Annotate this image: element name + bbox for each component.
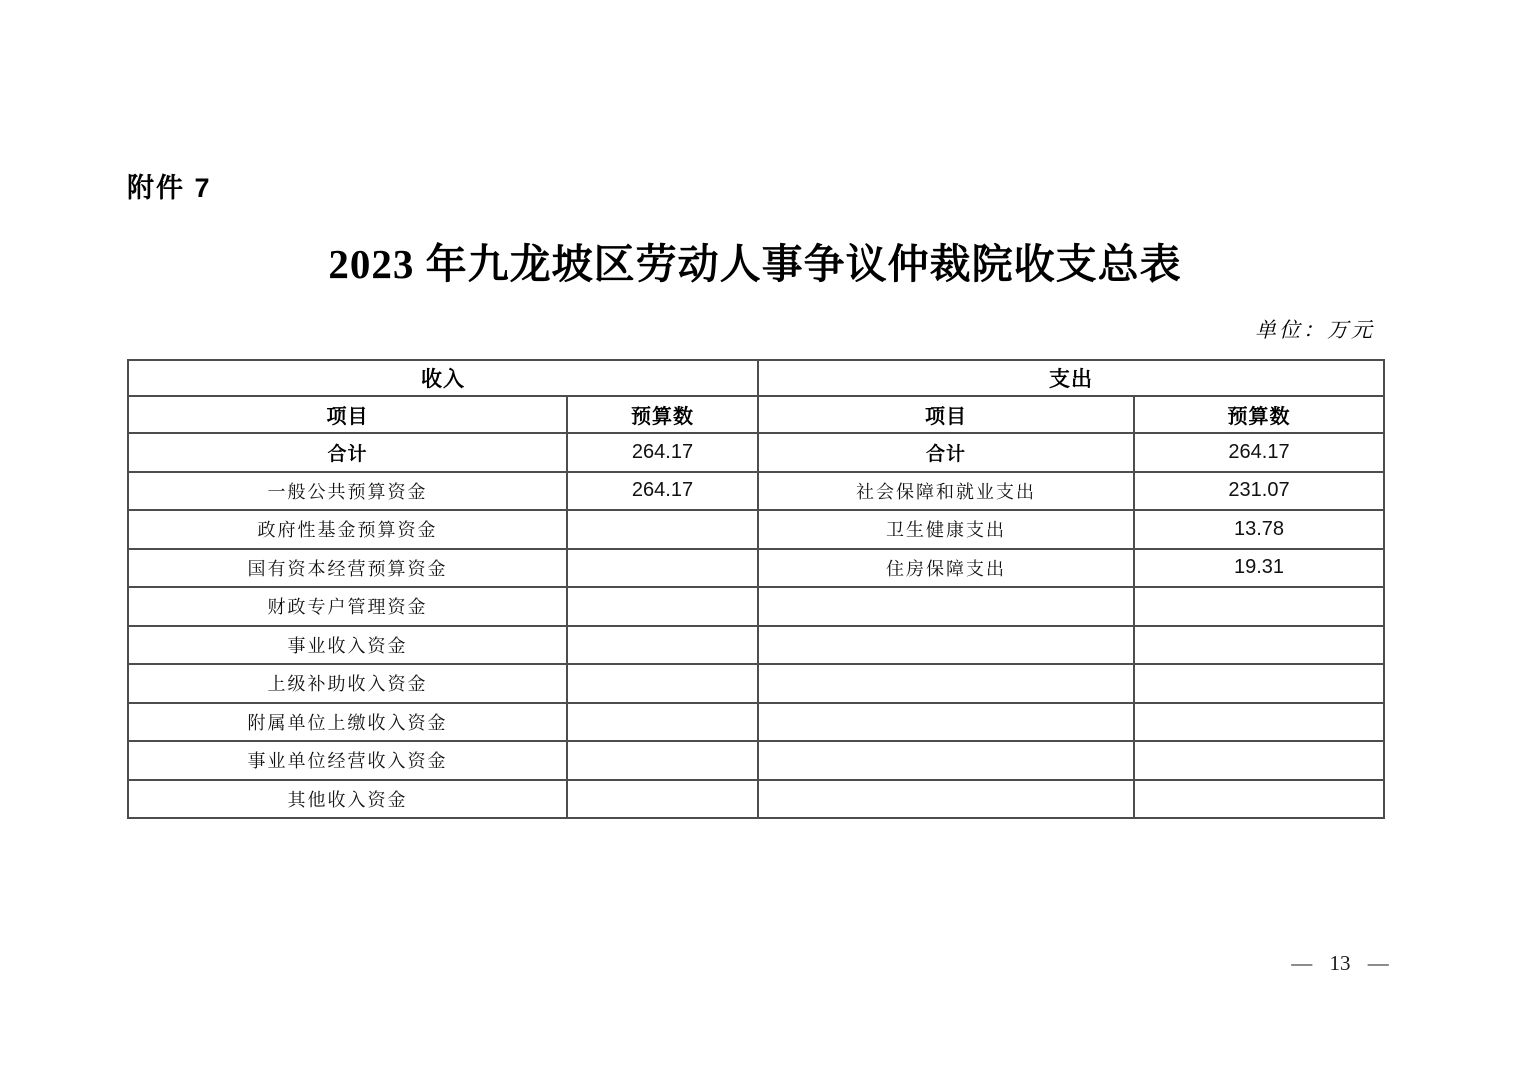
expense-item-cell [758, 741, 1134, 780]
budget-summary-table [127, 359, 1385, 819]
income-item-cell: 上级补助收入资金 [128, 664, 567, 703]
expense-item-cell [758, 626, 1134, 665]
expense-item-cell [758, 664, 1134, 703]
income-item-cell: 其他收入资金 [128, 780, 567, 819]
income-item-cell: 一般公共预算资金 [128, 472, 567, 511]
expense-budget-cell: 19.31 [1134, 549, 1384, 588]
expense-item-cell [758, 587, 1134, 626]
income-item-cell: 附属单位上缴收入资金 [128, 703, 567, 742]
expense-budget-cell [1134, 780, 1384, 819]
page-title: 2023 年九龙坡区劳动人事争议仲裁院收支总表 [328, 241, 1182, 287]
table-row [128, 664, 1384, 703]
income-item-column-header: 项目 [128, 396, 567, 433]
table-row [128, 549, 1384, 588]
expense-item-cell: 住房保障支出 [758, 549, 1134, 588]
expense-item-cell: 合计 [758, 433, 1134, 472]
expense-budget-cell [1134, 741, 1384, 780]
income-budget-column-header: 预算数 [567, 396, 758, 433]
page-number: — 13 — [1291, 951, 1389, 975]
table-row [128, 510, 1384, 549]
column-header-row [128, 396, 1384, 433]
table-row [128, 741, 1384, 780]
income-budget-cell [567, 510, 758, 549]
income-budget-cell [567, 587, 758, 626]
table-row [128, 626, 1384, 665]
income-item-cell: 财政专户管理资金 [128, 587, 567, 626]
table-row [128, 703, 1384, 742]
income-item-cell: 政府性基金预算资金 [128, 510, 567, 549]
income-item-cell: 事业收入资金 [128, 626, 567, 665]
expense-item-cell [758, 703, 1134, 742]
expense-section-header: 支出 [758, 360, 1384, 396]
table-row [128, 587, 1384, 626]
table-row-total [128, 433, 1384, 472]
expense-budget-cell: 264.17 [1134, 433, 1384, 472]
income-item-cell: 合计 [128, 433, 567, 472]
attachment-label: 附件 7 [127, 173, 212, 203]
income-budget-cell [567, 664, 758, 703]
income-budget-cell [567, 626, 758, 665]
expense-budget-cell [1134, 664, 1384, 703]
expense-item-cell [758, 780, 1134, 819]
income-item-cell: 事业单位经营收入资金 [128, 741, 567, 780]
income-budget-cell [567, 703, 758, 742]
expense-item-cell: 卫生健康支出 [758, 510, 1134, 549]
expense-item-column-header: 项目 [758, 396, 1134, 433]
income-budget-cell [567, 549, 758, 588]
section-header-row [128, 360, 1384, 396]
income-item-cell: 国有资本经营预算资金 [128, 549, 567, 588]
expense-budget-cell [1134, 703, 1384, 742]
expense-item-cell: 社会保障和就业支出 [758, 472, 1134, 511]
income-budget-cell: 264.17 [567, 472, 758, 511]
expense-budget-cell [1134, 587, 1384, 626]
table-row [128, 780, 1384, 819]
unit-label: 单位：万元 [1255, 318, 1375, 342]
income-section-header: 收入 [128, 360, 758, 396]
expense-budget-cell: 13.78 [1134, 510, 1384, 549]
income-budget-cell [567, 741, 758, 780]
expense-budget-column-header: 预算数 [1134, 396, 1384, 433]
table-row [128, 472, 1384, 511]
expense-budget-cell: 231.07 [1134, 472, 1384, 511]
income-budget-cell [567, 780, 758, 819]
income-budget-cell: 264.17 [567, 433, 758, 472]
expense-budget-cell [1134, 626, 1384, 665]
